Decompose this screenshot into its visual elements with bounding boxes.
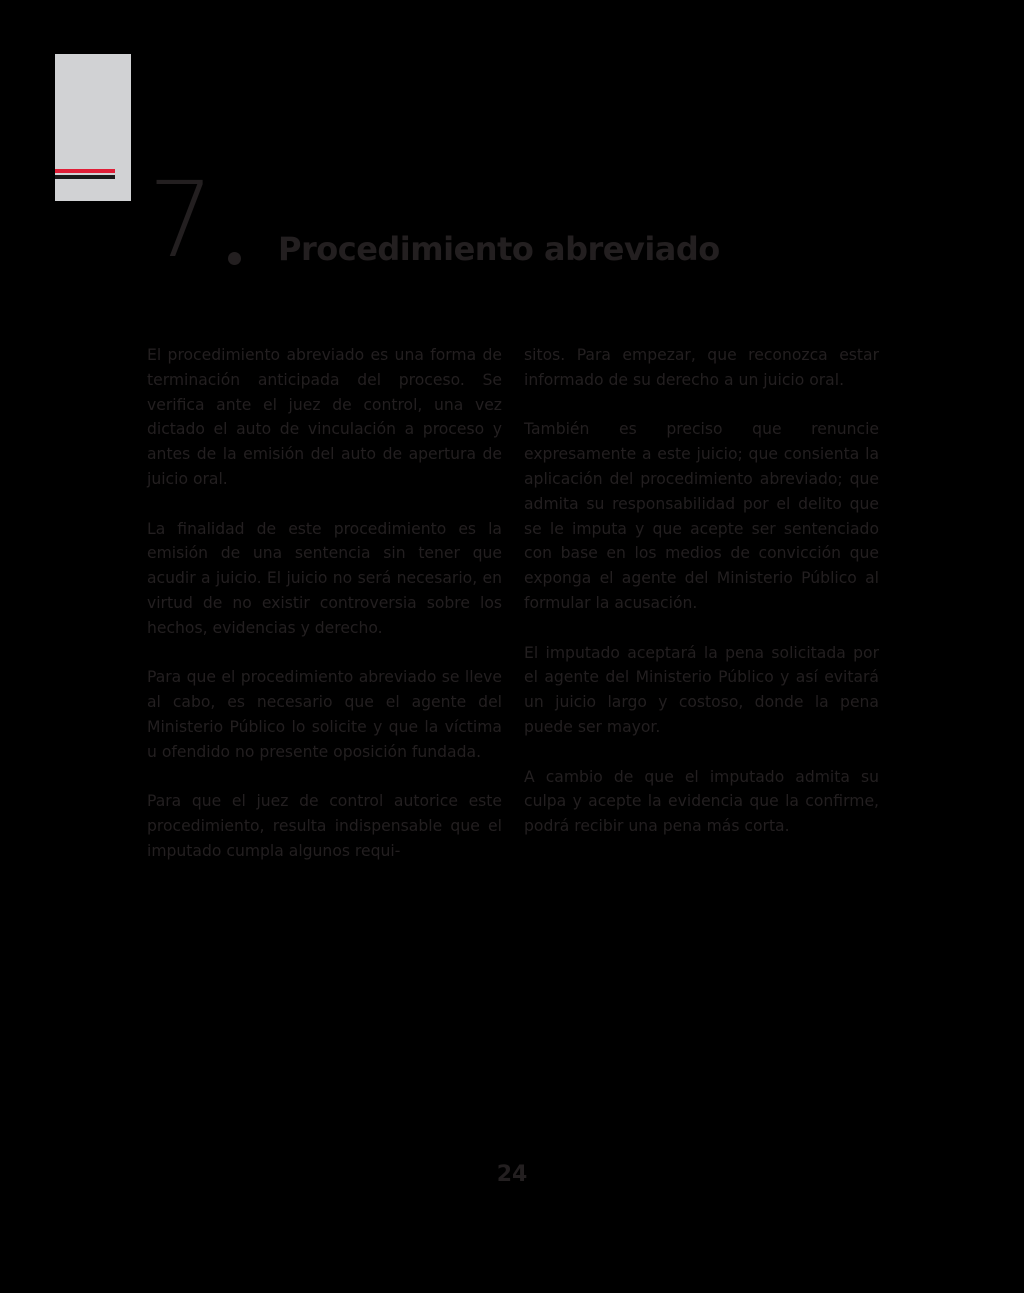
paragraph: También es preciso que renuncie expresamente a este juicio; que consienta la aplicación del procedimiento abreviado; que admita su responsabilidad por el delito que se le imputa y que acepte ser sentenciado con base en los medios de convicción que exponga el agente del Ministerio Público al formular la acusación.	[524, 420, 879, 612]
chapter-title: Procedimiento abreviado	[278, 230, 720, 268]
black-stripe	[55, 175, 115, 179]
chapter-number: 7	[148, 159, 213, 281]
left-column	[147, 343, 502, 864]
page-number: 24	[496, 1162, 528, 1187]
paragraph: El imputado aceptará la pena solicitada por el agente del Ministerio Público y así evitará un juicio largo y costoso, donde la pena puede ser mayor.	[524, 643, 879, 736]
right-column	[524, 343, 879, 839]
paragraph: sitos. Para empezar, que reconozca estar informado de su derecho a un juicio oral.	[524, 346, 879, 389]
paragraph: A cambio de que el imputado admita su culpa y acepte la evidencia que la confirme, podrá recibir una pena más corta.	[524, 767, 879, 836]
chapter-number-dot	[228, 252, 241, 265]
paragraph: Para que el procedimiento abreviado se lleve al cabo, es necesario que el agente del Ministerio Público lo solicite y que la víctima u ofendido no presente oposición fundada.	[147, 668, 502, 761]
paragraph: La finalidad de este procedimiento es la emisión de una sentencia sin tener que acudir a juicio. El juicio no será necesario, en virtud de no existir controversia sobre los hechos, evidencias y derecho.	[147, 519, 502, 637]
red-stripe	[55, 169, 115, 173]
chapter-tab-marker	[55, 54, 131, 201]
paragraph: El procedimiento abreviado es una forma de terminación anticipada del proceso. Se verifica ante el juez de control, una vez dictado el auto de vinculación a proceso y antes de la emisión del auto de apertura de juicio oral.	[147, 346, 502, 488]
paragraph: Para que el juez de control autorice este procedimiento, resulta indispensable que el imputado cumpla algunos requi-	[147, 792, 502, 860]
